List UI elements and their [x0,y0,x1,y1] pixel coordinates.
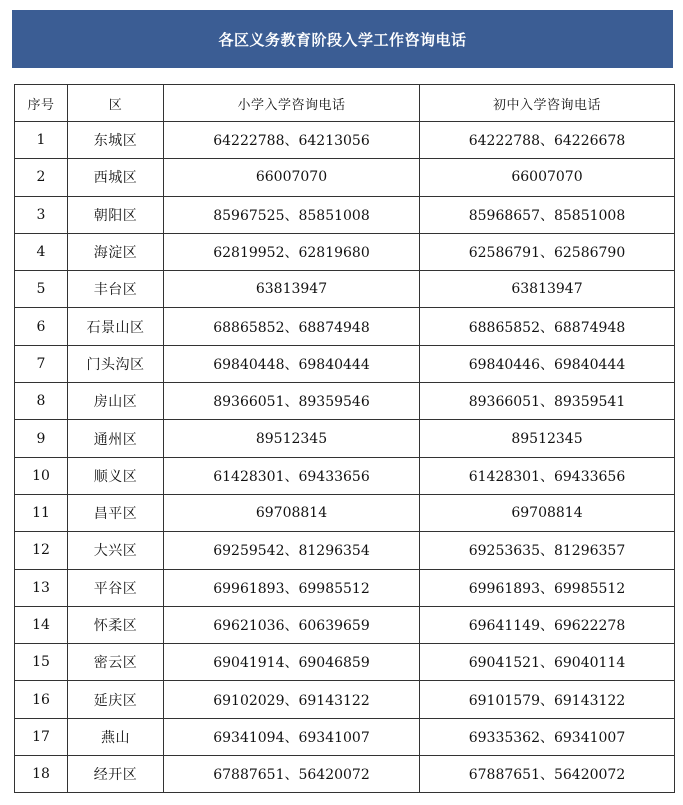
row-number: 8 [15,383,68,420]
primary-phone: 69259542、81296354 [164,532,420,569]
table-row [15,420,675,457]
row-number: 3 [15,196,68,233]
middle-phone: 63813947 [420,271,675,308]
district-name: 昌平区 [68,494,164,531]
table-row [15,457,675,494]
district-name: 燕山 [68,718,164,755]
primary-phone: 64222788、64213056 [164,122,420,159]
row-number: 5 [15,271,68,308]
middle-phone: 69840446、69840444 [420,345,675,382]
row-number: 9 [15,420,68,457]
district-name: 延庆区 [68,681,164,718]
district-name: 顺义区 [68,457,164,494]
district-name: 东城区 [68,122,164,159]
primary-phone: 68865852、68874948 [164,308,420,345]
phone-table [14,84,675,793]
district-name: 朝阳区 [68,196,164,233]
row-number: 15 [15,644,68,681]
row-number: 14 [15,606,68,643]
table-row [15,756,675,793]
page-title-banner [12,10,673,68]
middle-phone: 66007070 [420,159,675,196]
middle-phone: 69641149、69622278 [420,606,675,643]
primary-phone: 62819952、62819680 [164,233,420,270]
district-name: 西城区 [68,159,164,196]
district-name: 经开区 [68,756,164,793]
header-district: 区 [68,85,164,122]
table-row [15,383,675,420]
row-number: 11 [15,494,68,531]
primary-phone: 63813947 [164,271,420,308]
primary-phone: 67887651、56420072 [164,756,420,793]
table-row [15,196,675,233]
middle-phone: 69961893、69985512 [420,569,675,606]
middle-phone: 69041521、69040114 [420,644,675,681]
row-number: 6 [15,308,68,345]
header-middle-phone: 初中入学咨询电话 [420,85,675,122]
table-row [15,122,675,159]
district-name: 海淀区 [68,233,164,270]
row-number: 2 [15,159,68,196]
primary-phone: 89512345 [164,420,420,457]
district-name: 平谷区 [68,569,164,606]
primary-phone: 89366051、89359546 [164,383,420,420]
district-name: 怀柔区 [68,606,164,643]
middle-phone: 85968657、85851008 [420,196,675,233]
table-row [15,159,675,196]
primary-phone: 85967525、85851008 [164,196,420,233]
middle-phone: 69253635、81296357 [420,532,675,569]
table-row [15,308,675,345]
district-name: 密云区 [68,644,164,681]
row-number: 12 [15,532,68,569]
table-header-row [15,85,675,122]
district-name: 大兴区 [68,532,164,569]
row-number: 10 [15,457,68,494]
district-name: 通州区 [68,420,164,457]
middle-phone: 69101579、69143122 [420,681,675,718]
row-number: 1 [15,122,68,159]
table-row [15,644,675,681]
middle-phone: 68865852、68874948 [420,308,675,345]
row-number: 13 [15,569,68,606]
district-name: 石景山区 [68,308,164,345]
district-name: 门头沟区 [68,345,164,382]
primary-phone: 69708814 [164,494,420,531]
table-row [15,494,675,531]
table-row [15,569,675,606]
middle-phone: 64222788、64226678 [420,122,675,159]
table-row [15,233,675,270]
table-row [15,681,675,718]
primary-phone: 69840448、69840444 [164,345,420,382]
middle-phone: 89366051、89359541 [420,383,675,420]
primary-phone: 61428301、69433656 [164,457,420,494]
table-row [15,606,675,643]
header-no: 序号 [15,85,68,122]
page-title: 各区义务教育阶段入学工作咨询电话 [218,30,467,49]
middle-phone: 69708814 [420,494,675,531]
primary-phone: 69341094、69341007 [164,718,420,755]
primary-phone: 69621036、60639659 [164,606,420,643]
row-number: 7 [15,345,68,382]
primary-phone: 66007070 [164,159,420,196]
middle-phone: 61428301、69433656 [420,457,675,494]
primary-phone: 69102029、69143122 [164,681,420,718]
primary-phone: 69041914、69046859 [164,644,420,681]
row-number: 16 [15,681,68,718]
middle-phone: 69335362、69341007 [420,718,675,755]
row-number: 4 [15,233,68,270]
district-name: 房山区 [68,383,164,420]
table-row [15,271,675,308]
middle-phone: 67887651、56420072 [420,756,675,793]
district-name: 丰台区 [68,271,164,308]
table-row [15,345,675,382]
row-number: 18 [15,756,68,793]
middle-phone: 89512345 [420,420,675,457]
primary-phone: 69961893、69985512 [164,569,420,606]
header-primary-phone: 小学入学咨询电话 [164,85,420,122]
middle-phone: 62586791、62586790 [420,233,675,270]
table-row [15,532,675,569]
table-row [15,718,675,755]
row-number: 17 [15,718,68,755]
